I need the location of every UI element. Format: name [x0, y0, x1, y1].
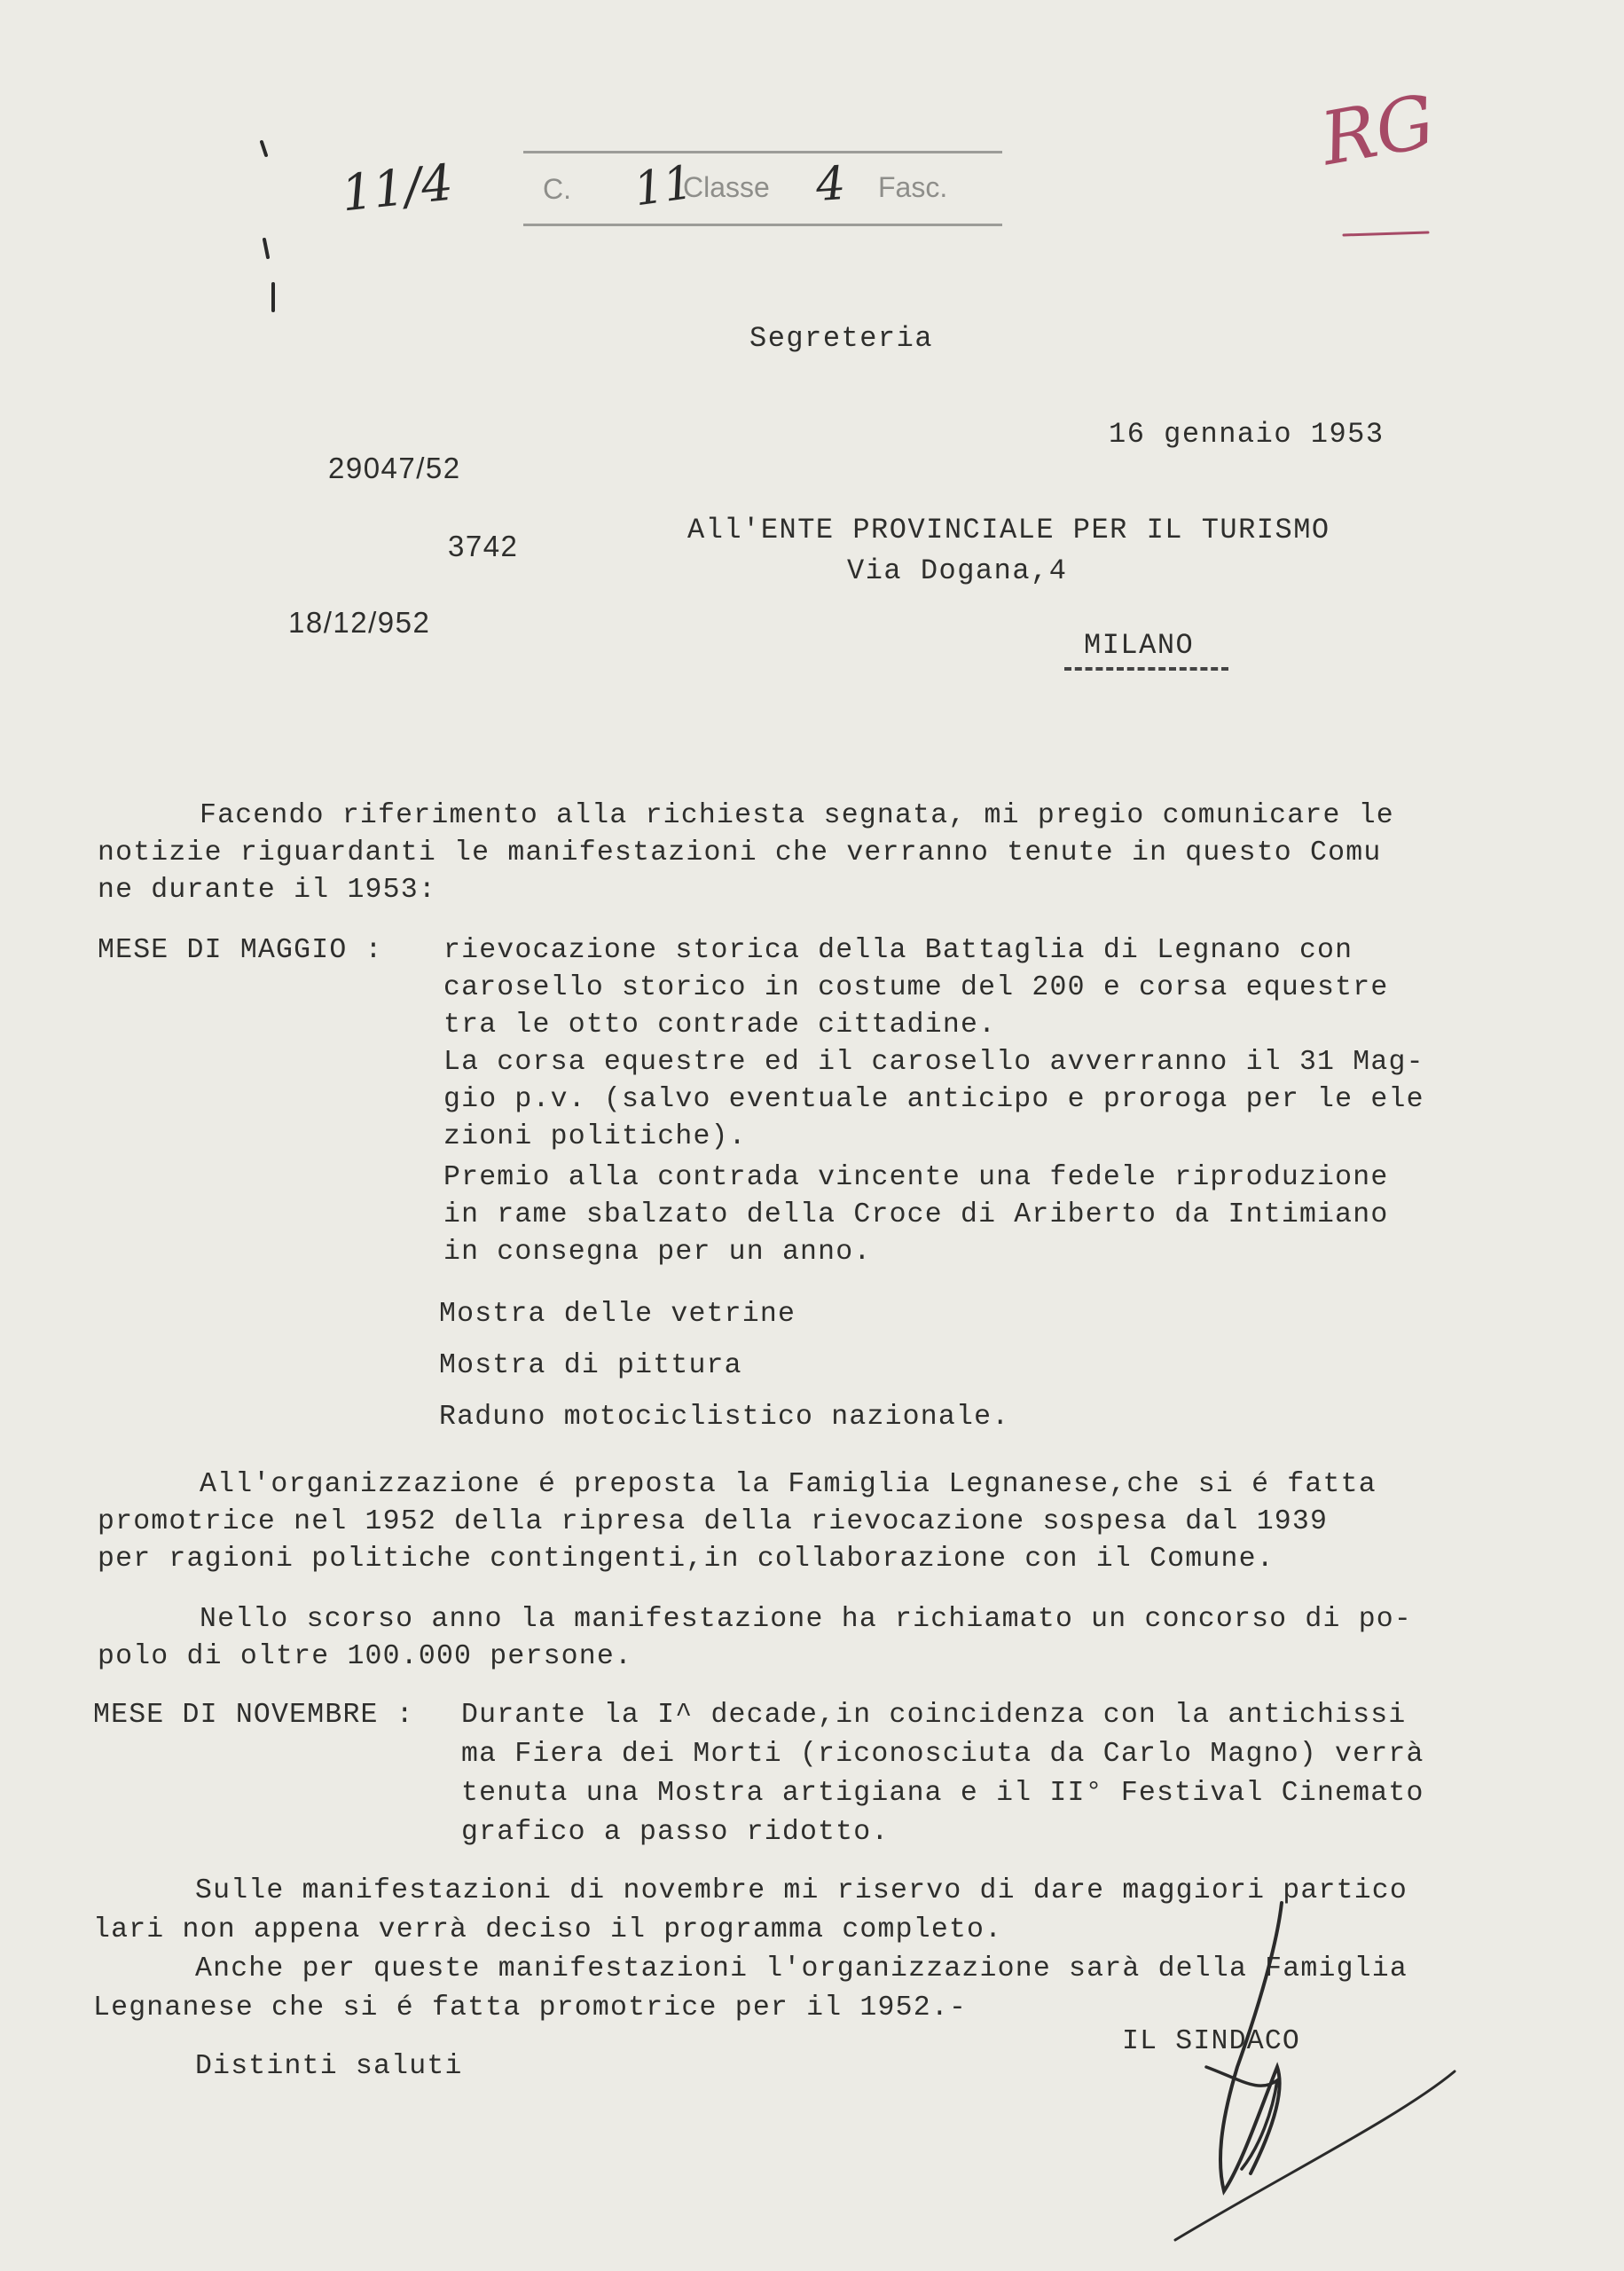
margin-tick — [262, 142, 266, 155]
closing-line: Anche per queste manifestazioni l'organizzazione sarà della Famiglia — [195, 1953, 1408, 1984]
may-line: rievocazione storica della Battaglia di Legnano con — [443, 935, 1353, 966]
greeting: Distinti saluti — [195, 2051, 463, 2082]
stamp-prefix: C. — [543, 173, 571, 205]
reference-date: 18/12/952 — [288, 606, 431, 639]
last-year-line: polo di oltre 100.000 persone. — [98, 1641, 633, 1672]
may-line: Premio alla contrada vincente una fedele riproduzione — [443, 1162, 1389, 1193]
initials-underline — [1344, 232, 1428, 235]
may-event: Raduno motociclistico nazionale. — [439, 1402, 1010, 1433]
last-year-line: Nello scorso anno la manifestazione ha richiamato un concorso di po- — [200, 1604, 1413, 1635]
addressee-city: MILANO — [1084, 629, 1195, 662]
closing-line: Sulle manifestazioni di novembre mi riservo di dare maggiori partico — [195, 1875, 1408, 1906]
november-line: grafico a passo ridotto. — [461, 1817, 890, 1848]
margin-tick — [264, 240, 268, 257]
signature-stroke — [1220, 1903, 1282, 2191]
may-line: gio p.v. (salvo eventuale anticipo e proroga per le ele — [443, 1084, 1424, 1115]
addressee-street: Via Dogana,4 — [847, 554, 1068, 587]
signatory-title: IL SINDACO — [1122, 2026, 1301, 2057]
stamp-class-number: 11 — [631, 155, 697, 217]
may-event: Mostra di pittura — [439, 1350, 742, 1381]
may-label: MESE DI MAGGIO : — [98, 935, 383, 966]
reference-number: 3742 — [448, 530, 519, 562]
closing-line: Legnanese che si é fatta promotrice per il 1952.- — [93, 1992, 968, 2023]
signature-flourish — [1175, 2071, 1455, 2240]
organization-line: promotrice nel 1952 della ripresa della rievocazione sospesa dal 1939 — [98, 1506, 1329, 1537]
may-line: zioni politiche). — [443, 1121, 747, 1152]
stamp-file-label: Fasc. — [878, 171, 948, 203]
may-line: tra le otto contrade cittadine. — [443, 1010, 997, 1041]
organization-line: per ragioni politiche contingenti,in collaborazione con il Comune. — [98, 1544, 1275, 1575]
organization-line: All'organizzazione é preposta la Famiglia Legnanese,che si é fatta — [200, 1469, 1377, 1500]
may-line: carosello storico in costume del 200 e corsa equestre — [443, 972, 1389, 1003]
november-line: tenuta una Mostra artigiana e il II° Festival Cinemato — [461, 1778, 1424, 1809]
office-name: Segreteria — [749, 322, 934, 355]
stamp-class-label: Classe — [683, 171, 770, 203]
protocol-number: 29047/52 — [328, 452, 461, 484]
handwritten-note: 11/4 — [338, 153, 456, 224]
november-label: MESE DI NOVEMBRE : — [93, 1700, 414, 1731]
may-line: in consegna per un anno. — [443, 1237, 872, 1268]
handwritten-initials: RG — [1314, 79, 1441, 183]
intro-line: notizie riguardanti le manifestazioni che verranno tenute in questo Comu — [98, 837, 1382, 868]
addressee-name: All'ENTE PROVINCIALE PER IL TURISMO — [687, 514, 1330, 546]
november-line: Durante la I^ decade,in coincidenza con la antichissi — [461, 1700, 1407, 1731]
intro-line: ne durante il 1953: — [98, 875, 436, 906]
letter-date: 16 gennaio 1953 — [1109, 418, 1385, 451]
november-line: ma Fiera dei Morti (riconosciuta da Carlo Magno) verrà — [461, 1739, 1424, 1770]
may-line: in rame sbalzato della Croce di Ariberto da Intimiano — [443, 1199, 1389, 1230]
intro-line: Facendo riferimento alla richiesta segnata, mi pregio comunicare le — [200, 800, 1394, 831]
may-event: Mostra delle vetrine — [439, 1299, 796, 1330]
may-line: La corsa equestre ed il carosello avverranno il 31 Mag- — [443, 1047, 1424, 1078]
stamp-file-number: 4 — [813, 156, 848, 213]
closing-line: lari non appena verrà deciso il programma completo. — [93, 1914, 1003, 1945]
